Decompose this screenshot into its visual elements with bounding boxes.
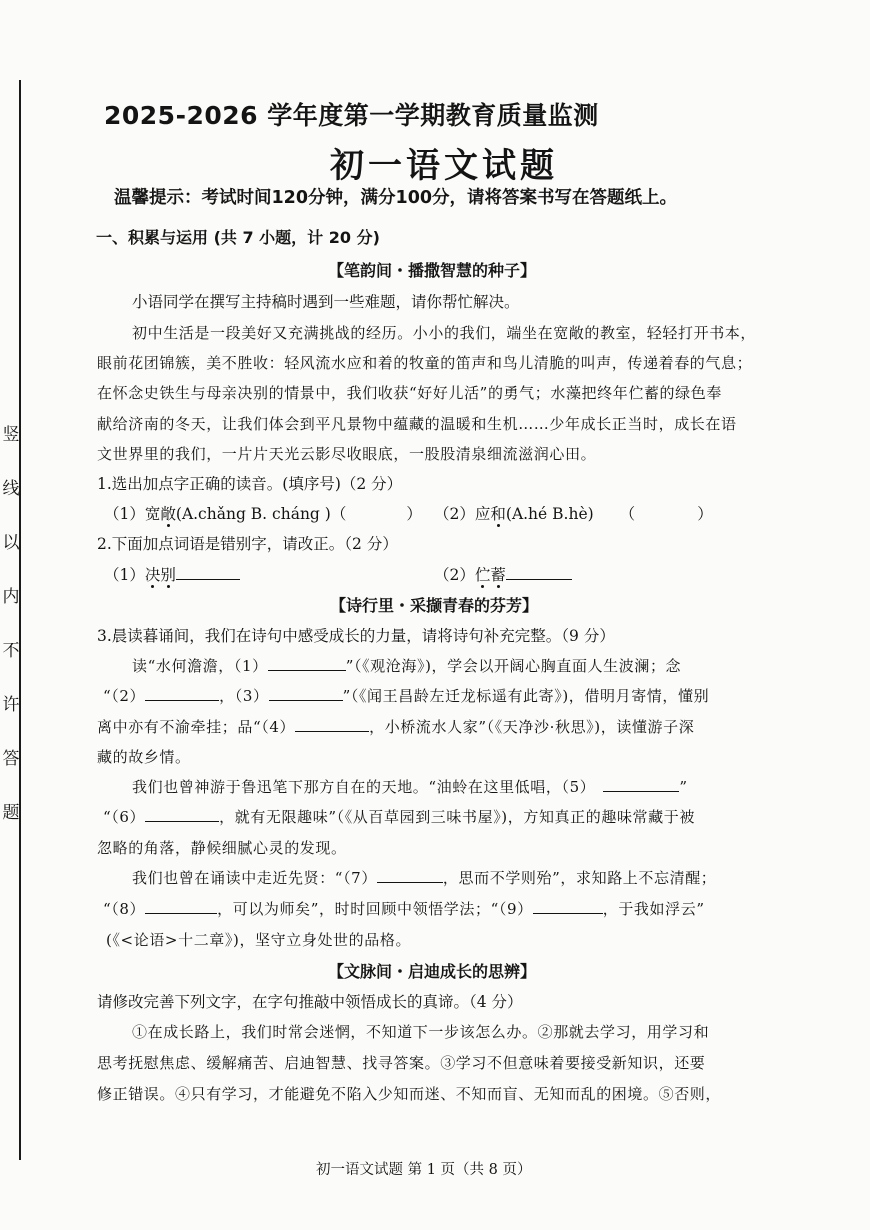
question-1-item-1 <box>104 502 422 524</box>
dotted-char: 别 <box>160 566 176 584</box>
margin-char: 不 <box>2 641 20 661</box>
item-text: 我们也曾在诵读中走近先贤：“（7） <box>132 869 377 887</box>
item-text: ，可以为师矣”，时时回顾中领悟学法；“（9） <box>217 900 533 918</box>
item-text: ） <box>697 505 713 523</box>
item-text: （ <box>619 505 636 523</box>
dotted-char: 决 <box>144 566 161 584</box>
answer-blank-6[interactable] <box>145 807 219 822</box>
poem-line: 藏的故乡情。 <box>97 748 191 766</box>
question-2-stem: 2.下面加点词语是错别字，请改正。（2 分） <box>97 535 398 553</box>
item-text: ” <box>679 778 688 796</box>
item-text: ”（《闻王昌龄左迁龙标遥有此寄》)，借明月寄情，懂别 <box>342 687 710 705</box>
item-text: “（2） <box>103 687 146 705</box>
margin-char: 以 <box>2 533 20 553</box>
dotted-char: 敞 <box>160 505 176 523</box>
question-2-item-2 <box>434 563 572 585</box>
item-text: (A.hé B.hè) <box>505 505 594 523</box>
passage-line: 在怀念史铁生与母亲决别的情景中，我们收获“好好儿活”的勇气；水藻把终年伫蓄的绿色奉 <box>97 384 722 402</box>
answer-blank-2[interactable] <box>145 686 219 701</box>
poem-line: (《<论语>十二章》)，坚守立身处世的品格。 <box>106 931 412 949</box>
margin-char: 线 <box>2 479 20 499</box>
exam-tip: 温馨提示：考试时间120分钟，满分100分，请将答案书写在答题纸上。 <box>114 188 678 208</box>
answer-blank[interactable] <box>506 565 572 580</box>
subsection-heading: 【笔韵间・播撒智慧的种子】 <box>328 261 537 280</box>
answer-blank-7[interactable] <box>377 868 443 883</box>
question-2-item-1 <box>104 563 240 585</box>
intro-text: 小语同学在撰写主持稿时遇到一些难题，请你帮忙解决。 <box>132 293 520 311</box>
passage-line: 修正错误。④只有学习，才能避免不陷入少知而迷、不知而盲、无知而乱的困境。⑤否则， <box>97 1085 722 1103</box>
answer-blank-1[interactable] <box>268 656 346 671</box>
answer-blank-9[interactable] <box>533 899 603 914</box>
section-heading: 一、积累与运用 (共 7 小题，计 20 分) <box>96 228 380 247</box>
question-1-stem: 1.选出加点字正确的读音。(填序号)（2 分） <box>97 475 403 493</box>
poem-line <box>132 776 688 797</box>
subsection-heading: 【文脉间・启迪成长的思辨】 <box>328 962 537 981</box>
poem-line <box>97 716 694 737</box>
passage-line: 思考抚慰焦虑、缓解痛苦、启迪智慧、找寻答案。③学习不但意味着要接受新知识，还要 <box>97 1054 706 1072</box>
item-text: ，于我如浮云” <box>602 900 705 918</box>
dotted-char: 和 <box>490 505 506 523</box>
margin-char: 题 <box>2 803 20 823</box>
poem-line <box>132 655 681 676</box>
item-text: （2）应 <box>434 505 491 523</box>
margin-char: 答 <box>2 749 20 769</box>
item-text: 读“水何澹澹，（1） <box>132 657 268 675</box>
question-4-stem: 请修改完善下列文字，在字句推敲中领悟成长的真谛。（4 分） <box>97 993 523 1011</box>
dotted-char: 伫 <box>474 566 491 584</box>
item-text: 我们也曾神游于鲁迅笔下那方自在的天地。“油蛉在这里低唱，（5） <box>132 778 596 796</box>
item-text: （1）宽 <box>104 505 161 523</box>
item-text: ，就有无限趣味”（《从百草园到三味书屋》)，方知真正的趣味常藏于被 <box>219 808 695 826</box>
item-text: “（6） <box>103 808 146 826</box>
item-text: “（8） <box>103 900 146 918</box>
passage-line: 初中生活是一段美好又充满挑战的经历。小小的我们，端坐在宽敞的教室，轻轻打开书本， <box>132 324 757 342</box>
item-text: ） <box>406 505 422 523</box>
answer-blank-8[interactable] <box>145 899 217 914</box>
margin-char: 内 <box>2 587 20 607</box>
subsection-heading: 【诗行里・采撷青春的芬芳】 <box>330 596 539 615</box>
item-text: （2） <box>434 566 475 584</box>
poem-line <box>103 806 695 827</box>
dotted-char: 蓄 <box>490 566 506 584</box>
poem-line <box>103 685 709 706</box>
passage-line: 献给济南的冬天，让我们体会到平凡景物中蕴藏的温暖和生机……少年成长正当时，成长在语 <box>97 415 737 433</box>
item-text: (A.chǎng B. cháng )（ <box>175 505 347 523</box>
margin-char: 竖 <box>2 425 20 445</box>
passage-line: 文世界里的我们，一片片天光云影尽收眼底，一股股清泉细流滋润心田。 <box>97 445 597 463</box>
answer-blank-5[interactable] <box>603 777 679 792</box>
poem-line <box>132 867 716 888</box>
poem-line <box>103 898 705 919</box>
answer-blank-4[interactable] <box>295 717 369 732</box>
item-text: 离中亦有不渝牵挂；品“（4） <box>97 718 296 736</box>
item-text: ，（3） <box>219 687 269 705</box>
margin-char: 许 <box>2 695 20 715</box>
item-text: （1） <box>104 566 145 584</box>
answer-blank-3[interactable] <box>269 686 343 701</box>
answer-blank[interactable] <box>176 565 240 580</box>
binding-margin-note <box>0 408 22 840</box>
passage-line: ①在成长路上，我们时常会迷惘，不知道下一步该怎么办。②那就去学习，用学习和 <box>132 1023 710 1041</box>
item-text: ，小桥流水人家”（《天净沙·秋思》)，读懂游子深 <box>369 718 695 736</box>
item-text: ，思而不学则殆”，求知路上不忘清醒； <box>442 869 717 887</box>
question-3-stem: 3.晨读暮诵间，我们在诗句中感受成长的力量，请将诗句补充完整。（9 分） <box>97 627 615 645</box>
paper-title: 初一语文试题 <box>330 146 558 186</box>
page-footer: 初一语文试题 第 1 页（共 8 页） <box>316 1162 532 1178</box>
question-1-item-2 <box>434 502 713 524</box>
item-text: ”（《观沧海》)，学会以开阔心胸直面人生波澜；念 <box>345 657 682 675</box>
exam-title: 2025-2026 学年度第一学期教育质量监测 <box>104 101 599 130</box>
poem-line: 忽略的角落，静候细腻心灵的发现。 <box>97 839 347 857</box>
passage-line: 眼前花团锦簇，美不胜收：轻风流水应和着的牧童的笛声和鸟儿清脆的叫声，传递着春的气息； <box>97 354 753 372</box>
